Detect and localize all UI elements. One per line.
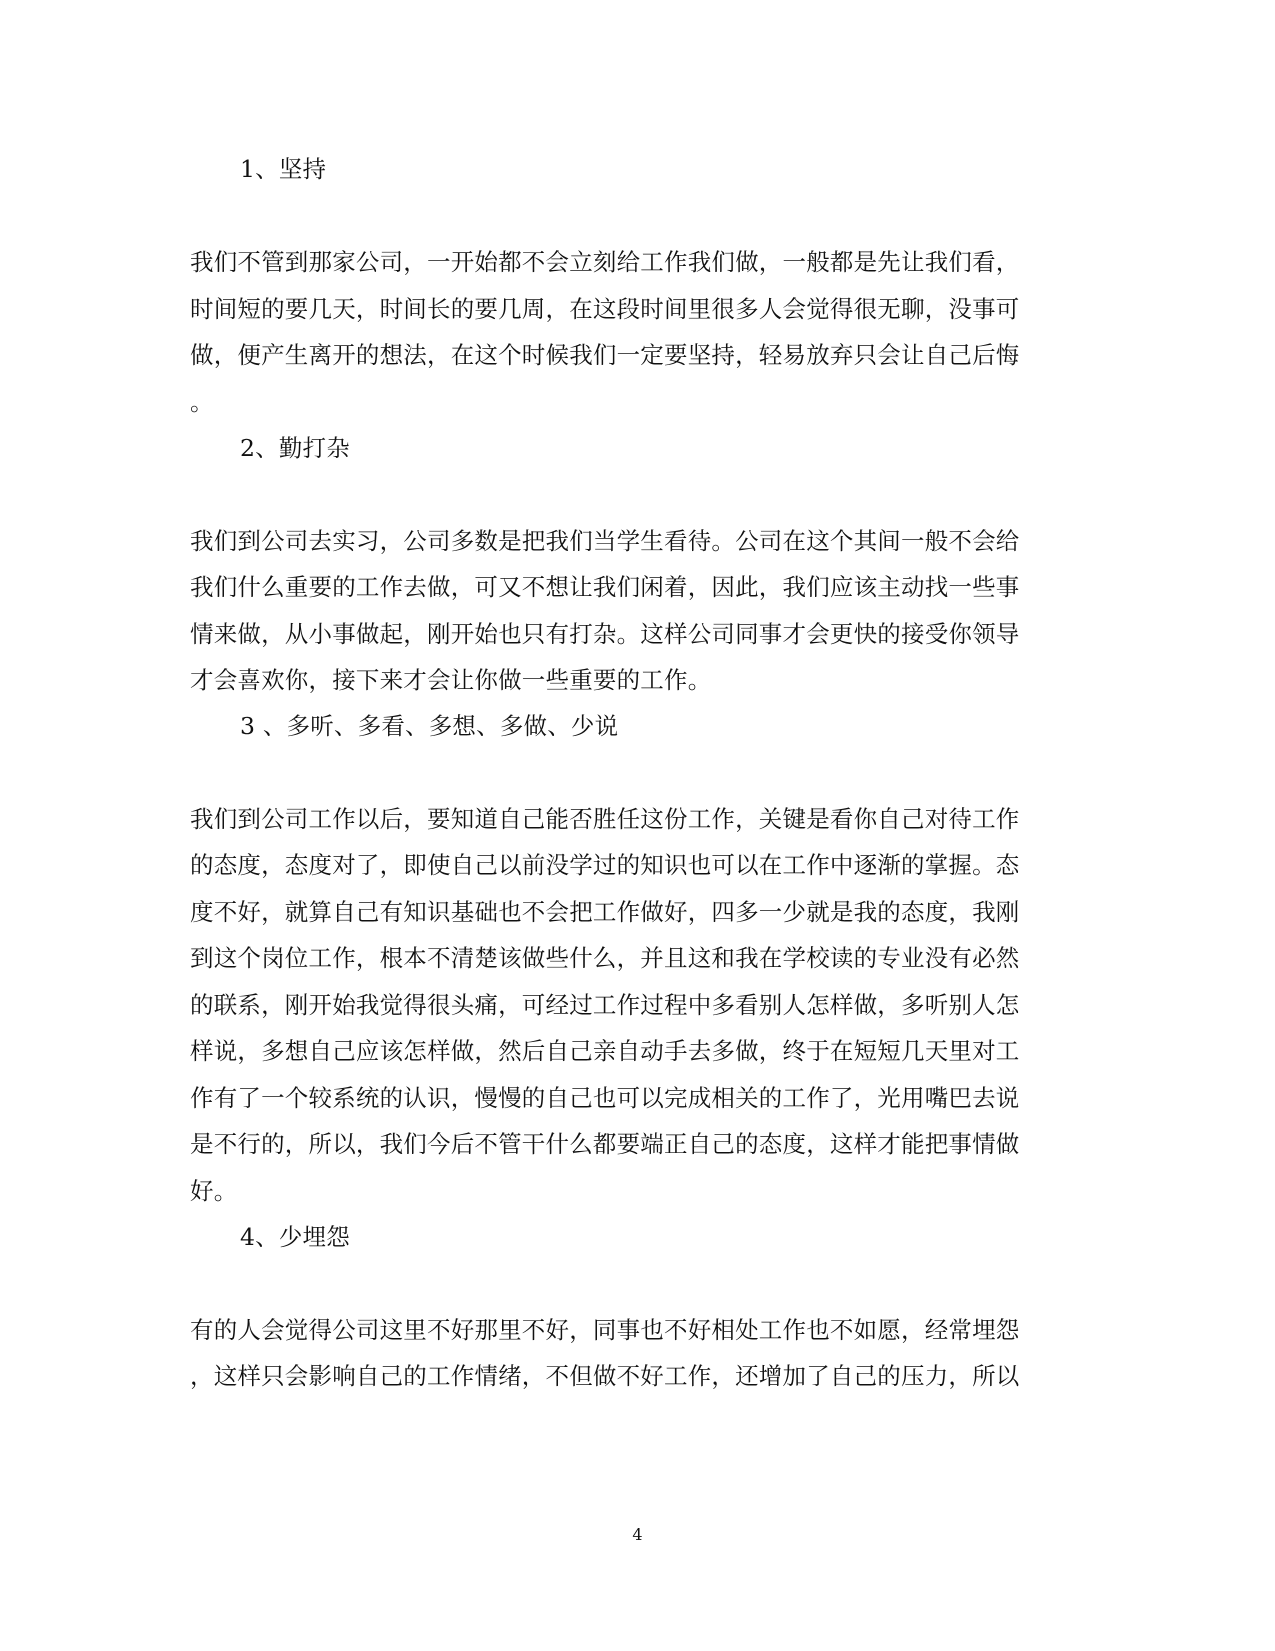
body-line: ，这样只会影响自己的工作情绪，不但做不好工作，还增加了自己的压力，所以 <box>190 1362 1020 1390</box>
body-line: 情来做，从小事做起，刚开始也只有打杂。这样公司同事才会更快的接受你领导 <box>190 620 1020 648</box>
body-line: 才会喜欢你，接下来才会让你做一些重要的工作。 <box>190 666 712 694</box>
body-line: 。 <box>190 388 214 416</box>
section-heading: 4、少埋怨 <box>240 1223 350 1251</box>
section-heading: 1、坚持 <box>240 155 327 183</box>
section-heading: 3 、多听、多看、多想、多做、少说 <box>240 712 619 740</box>
body-line: 时间短的要几天，时间长的要几周，在这段时间里很多人会觉得很无聊，没事可 <box>190 295 1020 323</box>
body-line: 我们到公司去实习，公司多数是把我们当学生看待。公司在这个其间一般不会给 <box>190 527 1020 555</box>
body-line: 样说，多想自己应该怎样做，然后自己亲自动手去多做，终于在短短几天里对工 <box>190 1037 1020 1065</box>
body-line: 的联系，刚开始我觉得很头痛，可经过工作过程中多看别人怎样做，多听别人怎 <box>190 991 1020 1019</box>
page-number: 4 <box>632 1525 643 1544</box>
body-line: 我们到公司工作以后，要知道自己能否胜任这份工作，关键是看你自己对待工作 <box>190 805 1020 833</box>
body-line: 有的人会觉得公司这里不好那里不好，同事也不好相处工作也不如愿，经常埋怨 <box>190 1316 1020 1344</box>
body-line: 度不好，就算自己有知识基础也不会把工作做好，四多一少就是我的态度，我刚 <box>190 898 1020 926</box>
body-line: 我们不管到那家公司，一开始都不会立刻给工作我们做，一般都是先让我们看， <box>190 248 1020 276</box>
body-line: 的态度，态度对了，即使自己以前没学过的知识也可以在工作中逐渐的掌握。态 <box>190 851 1020 879</box>
body-line: 作有了一个较系统的认识，慢慢的自己也可以完成相关的工作了，光用嘴巴去说 <box>190 1084 1020 1112</box>
section-heading: 2、勤打杂 <box>240 434 350 462</box>
body-line: 做，便产生离开的想法，在这个时候我们一定要坚持，轻易放弃只会让自己后悔 <box>190 341 1020 369</box>
body-line: 我们什么重要的工作去做，可又不想让我们闲着，因此，我们应该主动找一些事 <box>190 573 1020 601</box>
body-line: 好。 <box>190 1177 238 1205</box>
body-line: 到这个岗位工作，根本不清楚该做些什么，并且这和我在学校读的专业没有必然 <box>190 944 1020 972</box>
body-line: 是不行的，所以，我们今后不管干什么都要端正自己的态度，这样才能把事情做 <box>190 1130 1020 1158</box>
